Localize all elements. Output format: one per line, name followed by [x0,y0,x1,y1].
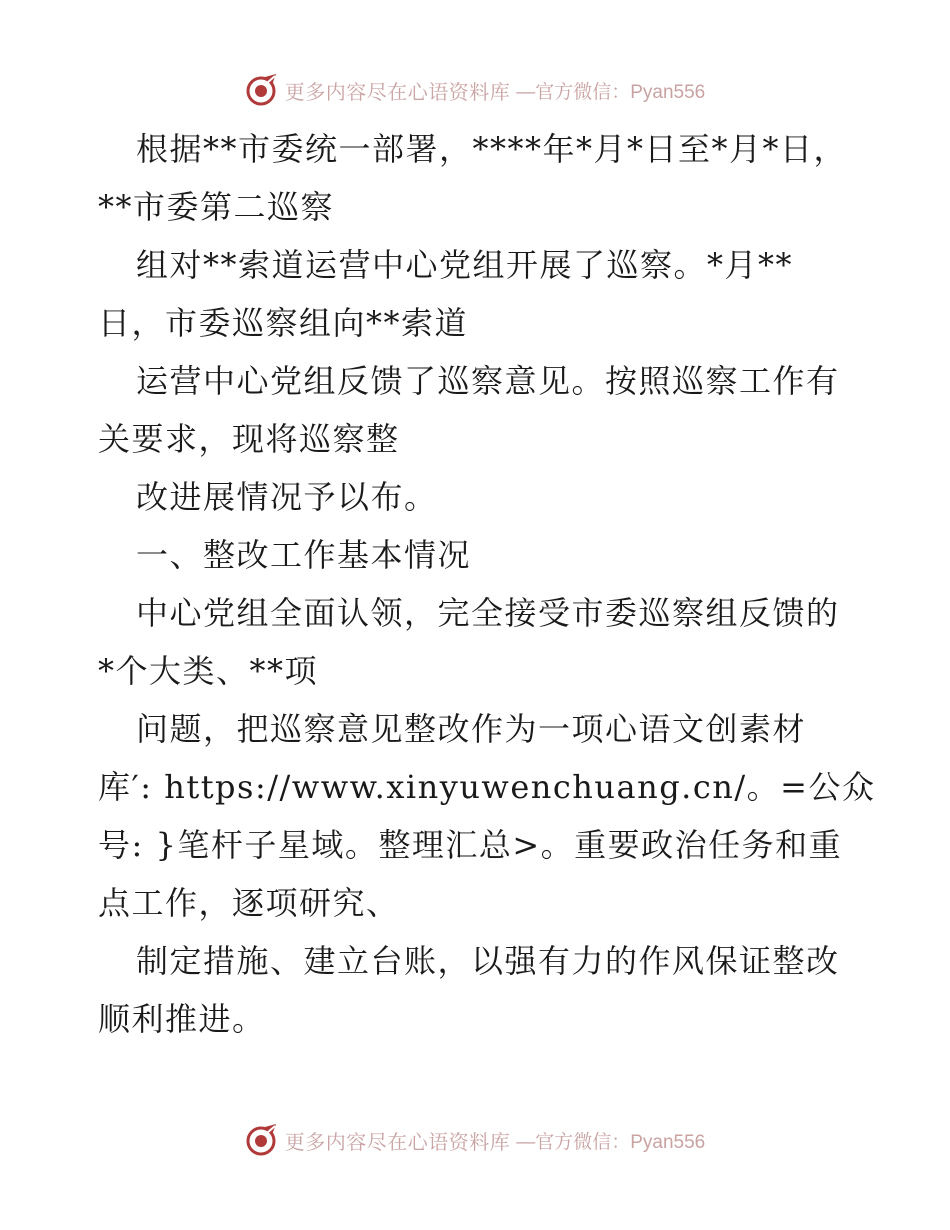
text-line: 关要求，现将巡察整 [98,420,400,458]
text-line: 顺利推进。 [98,1000,266,1038]
text-line: 根据**市委统一部署，****年*月*日至*月*日， [136,130,848,168]
footer-contact-text: —官方微信：Pyan556 [516,1131,706,1153]
text-line: 号: }笔杆子星域。整理汇总>。重要政治任务和重 [98,826,843,864]
text-line: 组对**索道运营中心党组开展了巡察。*月** [136,246,794,284]
text-line: 库′: https://www.xinyuwenchuang.cn/。=公众 [98,768,876,806]
section-heading: 一、整改工作基本情况 [136,536,472,574]
text-line: 制定措施、建立台账，以强有力的作风保证整改 [136,942,840,980]
header-brand-text: 更多内容尽在心语资料库 [284,79,511,104]
header-contact-text: —官方微信：Pyan556 [516,81,706,103]
text-line: 日，市委巡察组向**索道 [98,304,469,342]
text-line: 点工作，逐项研究、 [98,884,400,922]
document-body [98,120,876,1048]
logo-icon [245,73,279,107]
text-line: 运营中心党组反馈了巡察意见。按照巡察工作有 [136,362,840,400]
text-line: 问题，把巡察意见整改作为一项心语文创素材 [136,710,807,748]
logo-icon [245,1123,279,1157]
text-line: *个大类、**项 [98,652,319,690]
text-line: 改进展情况予以布。 [136,478,438,516]
text-line: **市委第二巡察 [98,188,335,226]
footer-watermark [0,1120,950,1160]
footer-brand-text: 更多内容尽在心语资料库 [284,1129,511,1154]
text-line: 中心党组全面认领，完全接受市委巡察组反馈的 [136,594,840,632]
header-watermark [0,70,950,110]
